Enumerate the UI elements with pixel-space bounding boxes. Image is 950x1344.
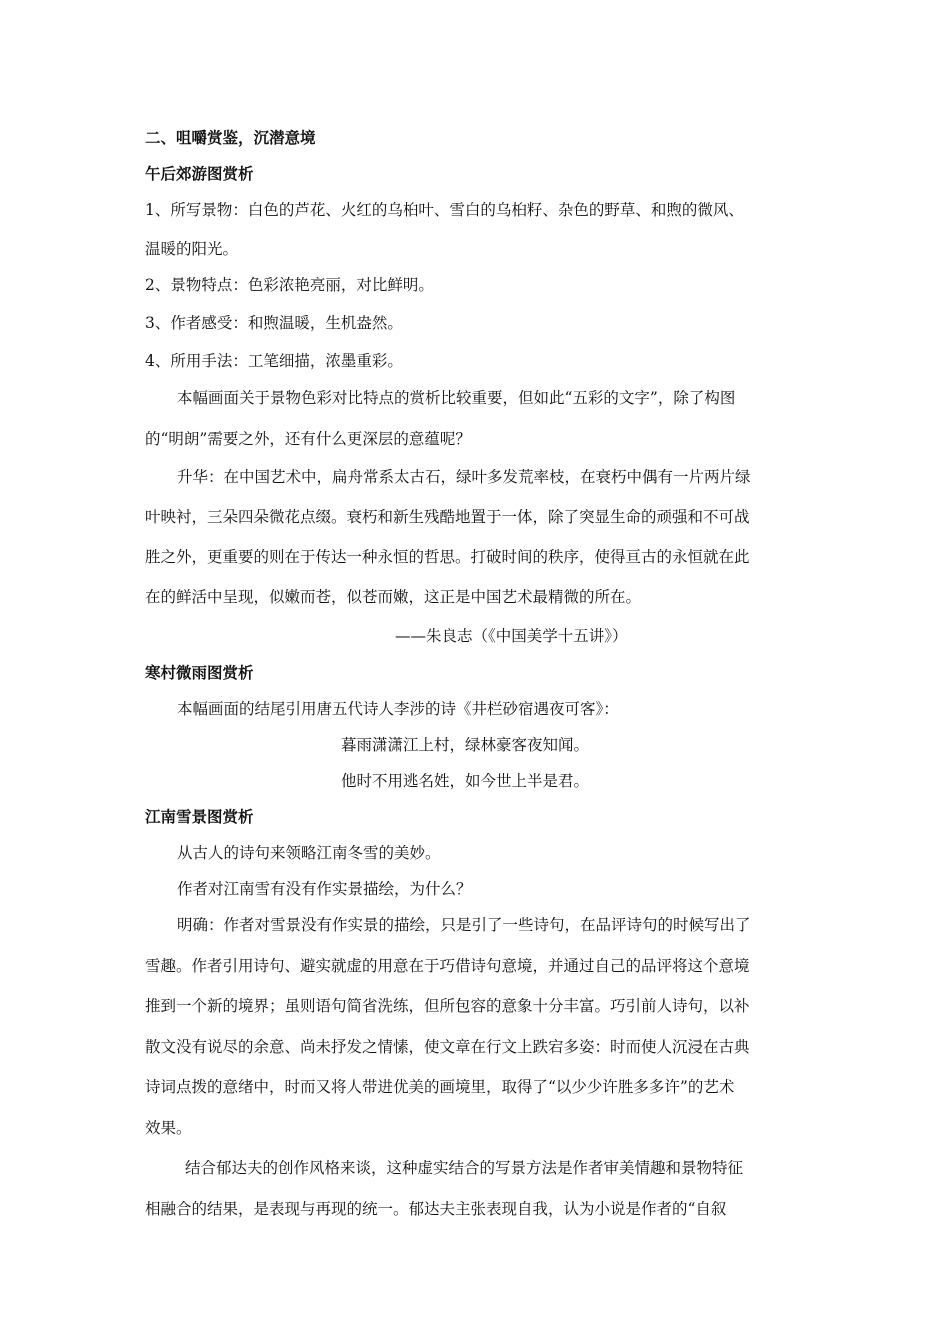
part1-item2: 2、景物特点：色彩浓艳亮丽，对比鲜明。: [145, 276, 434, 294]
part1-item4: 4、所用手法：工笔细描，浓墨重彩。: [145, 352, 403, 370]
part1-para1-line2: 的“明朗”需要之外，还有什么更深层的意蕴呢？: [145, 430, 471, 448]
part3-para-line5: 诗词点拨的意绪中，时而又将人带进优美的画境里，取得了“以少少许胜多多许”的艺术: [145, 1078, 735, 1096]
part1-para2-line3: 胜之外，更重要的则在于传达一种永恒的哲思。打破时间的秩序，使得亘古的永恒就在此: [145, 548, 750, 566]
poem-line-1: 暮雨潇潇江上村，绿林豪客夜知闻。: [341, 736, 590, 754]
part3-para2-line2: 相融合的结果，是表现与再现的统一。郁达夫主张表现自我，认为小说是作者的“自叙: [145, 1200, 727, 1218]
part1-item1-line1: 1、所写景物：白色的芦花、火红的乌桕叶、雪白的乌桕籽、杂色的野草、和煦的微风、: [145, 201, 744, 219]
part3-para-line3: 推到一个新的境界；虽则语句简省洗练，但所包容的意象十分丰富。巧引前人诗句，以补: [145, 997, 750, 1015]
part3-line1: 从古人的诗句来领略江南冬雪的美妙。: [177, 844, 441, 862]
part3-line2: 作者对江南雪有没有作实景描绘，为什么？: [177, 880, 472, 898]
section-heading: 二、咀嚼赏鉴，沉潜意境: [145, 128, 316, 147]
part2-intro: 本幅画面的结尾引用唐五代诗人李涉的诗《井栏砂宿遇夜可客》：: [177, 700, 619, 718]
part3-para-line6: 效果。: [145, 1119, 192, 1137]
poem-line-2: 他时不用逃名姓，如今世上半是君。: [341, 772, 590, 790]
part3-title: 江南雪景图赏析: [145, 807, 254, 826]
part1-para2-line1: 升华：在中国艺术中，扁舟常系太古石，绿叶多发荒率枝，在衰朽中偶有一片两片绿: [177, 468, 751, 486]
part3-para-line4: 散文没有说尽的余意、尚未抒发之情愫，使文章在行文上跌宕多姿：时而使人沉浸在古典: [145, 1038, 750, 1056]
quote-source: ——朱良志（《中国美学十五讲》）: [395, 627, 628, 645]
part2-title: 寒村微雨图赏析: [145, 663, 254, 682]
part1-title: 午后郊游图赏析: [145, 164, 254, 183]
part1-para2-line2: 叶映衬，三朵四朵微花点缀。衰朽和新生残酷地置于一体，除了突显生命的顽强和不可战: [145, 508, 750, 526]
part3-para2-line1: 结合郁达夫的创作风格来谈，这种虚实结合的写景方法是作者审美情趣和景物特征: [185, 1159, 744, 1177]
part1-para1-line1: 本幅画面关于景物色彩对比特点的赏析比较重要，但如此“五彩的文字”，除了构图: [177, 389, 736, 407]
part1-item3: 3、作者感受：和煦温暖，生机盎然。: [145, 314, 403, 332]
part1-item1-line2: 温暖的阳光。: [145, 240, 239, 258]
part3-para-line2: 雪趣。作者引用诗句、避实就虚的用意在于巧借诗句意境，并通过自己的品评将这个意境: [145, 957, 750, 975]
part3-para-line1: 明确：作者对雪景没有作实景的描绘，只是引了一些诗句，在品评诗句的时候写出了: [177, 916, 751, 934]
part1-para2-line4: 在的鲜活中呈现，似嫩而苍，似苍而嫩，这正是中国艺术最精微的所在。: [145, 588, 642, 606]
